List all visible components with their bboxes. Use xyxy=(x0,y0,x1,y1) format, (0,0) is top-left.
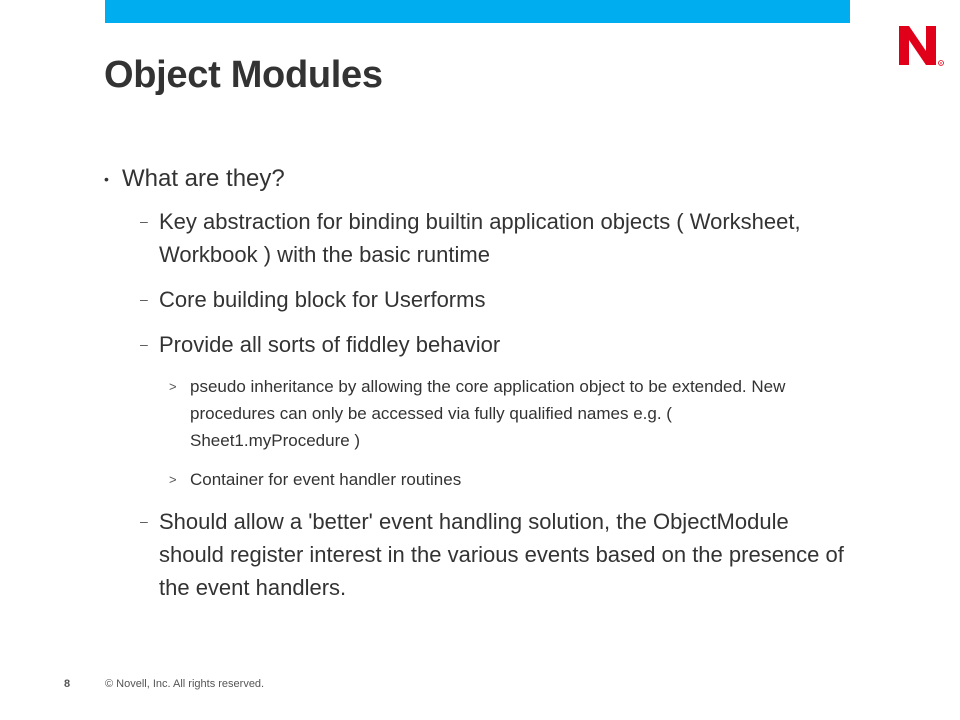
bullet-text: What are they? xyxy=(122,165,285,192)
chevron-marker: > xyxy=(169,472,177,487)
bullet-text: pseudo inheritance by allowing the core application object to be extended. New procedures can only be accessed via fully qualified names e.g. ( Sheet1.myProcedure ) xyxy=(190,377,786,450)
bullet-level2 xyxy=(104,328,849,361)
footer xyxy=(64,678,264,690)
dash-marker: – xyxy=(140,513,148,529)
bullet-level3 xyxy=(104,373,810,454)
copyright-text: © Novell, Inc. All rights reserved. xyxy=(105,678,265,690)
bullet-level2 xyxy=(104,283,849,316)
page-number: 8 xyxy=(64,678,71,690)
bullet-level2 xyxy=(104,505,849,604)
accent-bar xyxy=(105,0,850,23)
bullet-text: Core building block for Userforms xyxy=(159,287,486,312)
dash-marker: – xyxy=(140,213,148,229)
bullet-level3 xyxy=(104,466,810,493)
slide-content xyxy=(104,165,894,616)
bullet-text: Provide all sorts of fiddley behavior xyxy=(159,332,501,357)
novell-logo-icon xyxy=(896,22,946,70)
bullet-level2 xyxy=(104,205,849,271)
dash-marker: – xyxy=(140,291,148,307)
bullet-text: Container for event handler routines xyxy=(190,470,462,489)
bullet-text: Key abstraction for binding builtin application objects ( Worksheet, Workbook ) with the basic runtime xyxy=(159,209,801,267)
bullet-marker: • xyxy=(104,171,109,187)
dash-marker: – xyxy=(140,336,148,352)
chevron-marker: > xyxy=(169,379,177,394)
bullet-text: Should allow a 'better' event handling solution, the ObjectModule should register interest in the various events based on the presence of the event handlers. xyxy=(159,509,844,600)
bullet-level1 xyxy=(104,165,894,193)
svg-text:R: R xyxy=(939,61,943,66)
slide-title: Object Modules xyxy=(104,54,383,96)
